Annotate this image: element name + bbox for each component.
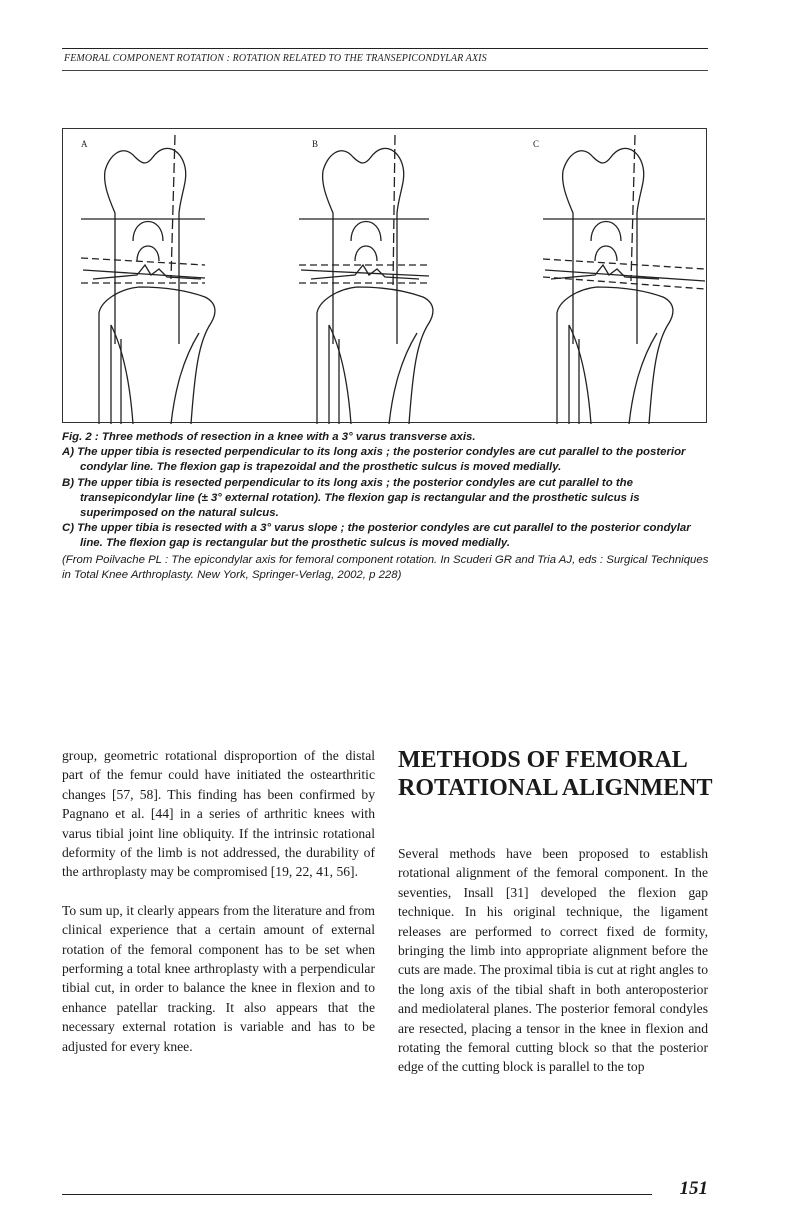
panel-label-a: A	[81, 139, 88, 149]
caption-item-b: B) The upper tibia is resected perpendicular to its long axis ; the posterior condyles are cut parallel to the transepicondylar line (± 3° external rotation). The flexion gap is rectangular and the prosthetic sulcus is superimposed on the natural sulcus.	[62, 476, 640, 520]
caption-item-c: C) The upper tibia is resected with a 3° varus slope ; the posterior condyles are cut parallel to the posterior condylar line. The flexion gap is rectangular but the prosthetic sulcus is moved medially.	[62, 522, 691, 550]
right-column	[398, 844, 708, 1077]
knee-resection-figure	[62, 128, 707, 423]
body-paragraph: To sum up, it clearly appears from the literature and from clinical experience that a certain amount of external rotation of the femoral component has to be set when performing a total knee arthroplasty with a perpendicular tibial cut, in order to balance the knee in flexion and to enhance patellar tracking. It also appears that the necessary external rotation is variable and has to be adjusted for every knee.	[62, 902, 375, 1054]
panel-label-b: B	[312, 139, 319, 149]
running-header: FEMORAL COMPONENT ROTATION : ROTATION RELATED TO THE TRANSEPICONDYLAR AXIS	[64, 53, 487, 64]
figure-caption	[62, 430, 710, 583]
panel-c-diagram	[543, 135, 705, 424]
body-paragraph: Several methods have been proposed to establish rotational alignment of the femoral component. In the seventies, Insall [31] developed the flexion gap technique. In his original technique, the ligament releases are performed to correct fixed de formity, bringing the limb into appropriate alignment before the cuts are made. The proximal tibia is cut at right angles to the long axis of the tibial shaft in both anteroposterior and mediolateral planes. The posterior femoral condyles are resected, placing a tensor in the knee in flexion and rotating the femoral cutting block so that the posterior edge of the cutting block is parallel to the top	[398, 846, 708, 1075]
caption-source: (From Poilvache PL : The epicondylar axis for femoral component rotation. In Scuderi GR and Tria AJ, eds : Surgical Techniques in Total Knee Arthroplasty. New York, Springer-Verlag, 2002, p 228)	[62, 553, 709, 581]
panel-a-diagram	[81, 135, 215, 424]
body-paragraph: group, geometric rotational disproportion of the distal part of the femur could have initiated the ostearthritic changes [57, 58]. This finding has been confirmed by Pagnano et al. [44] in a series of arthritic knees with varus tibial joint line obliquity. If the intrinsic rotational deformity of the limb is not addressed, the durability of the arthroplasty may be compromised [19, 22, 41, 56].	[62, 748, 375, 880]
left-column	[62, 746, 375, 1056]
panel-label-c: C	[533, 139, 540, 149]
footer-rule	[62, 1194, 652, 1195]
caption-title: Fig. 2 : Three methods of resection in a knee with a 3° varus transverse axis.	[62, 431, 476, 443]
section-heading: METHODS OF FEMORAL ROTATIONAL ALIGNMENT	[398, 747, 713, 801]
header-rule-top	[62, 48, 708, 49]
header-rule-bottom	[62, 70, 708, 71]
panel-b-diagram	[299, 135, 433, 424]
caption-item-a: A) The upper tibia is resected perpendicular to its long axis ; the posterior condyles are cut parallel to the posterior condylar line. The flexion gap is trapezoidal and the prosthetic sulcus is moved medially.	[62, 446, 686, 474]
page-number: 151	[679, 1178, 708, 1199]
